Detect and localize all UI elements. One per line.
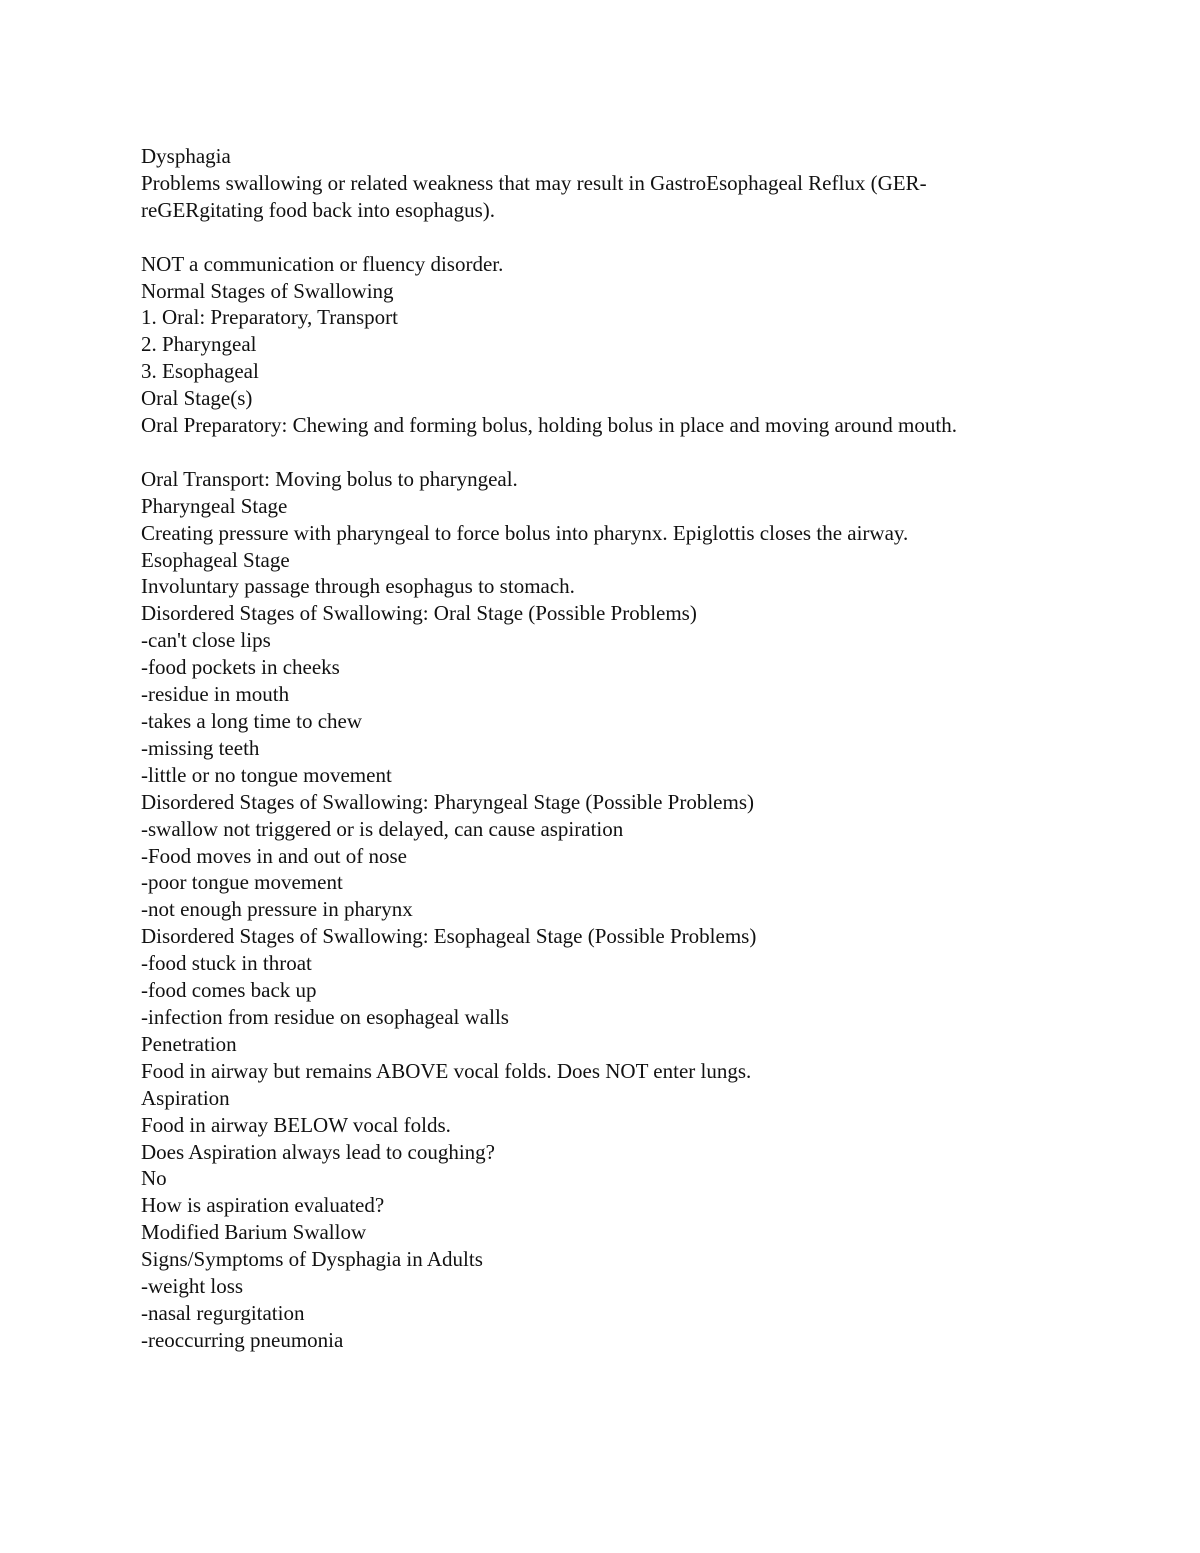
list-item: -food stuck in throat [141, 951, 312, 976]
answer-line: No [141, 1166, 167, 1191]
list-item: -poor tongue movement [141, 870, 343, 895]
list-item: -residue in mouth [141, 682, 290, 707]
section-heading: Disordered Stages of Swallowing: Oral Stage (Possible Problems) [141, 601, 697, 626]
question-line: Does Aspiration always lead to coughing? [141, 1139, 496, 1164]
list-item: -food pockets in cheeks [141, 655, 340, 680]
text-line: reGERgitating food back into esophagus). [141, 197, 496, 222]
section-heading: Aspiration [141, 1085, 230, 1110]
section-heading: Esophageal Stage [141, 547, 290, 572]
text-line: Involuntary passage through esophagus to stomach. [141, 574, 575, 599]
text-line: NOT a communication or fluency disorder. [141, 251, 504, 276]
section-heading: Penetration [141, 1031, 237, 1056]
list-item: -takes a long time to chew [141, 709, 363, 733]
text-line: Problems swallowing or related weakness that may result in GastroEsophageal Reflux (GER- [141, 170, 927, 195]
section-heading: Oral Stage(s) [141, 386, 253, 411]
document-title: Dysphagia [141, 144, 231, 168]
list-item: 1. Oral: Preparatory, Transport [141, 305, 399, 330]
list-item: -little or no tongue movement [141, 762, 392, 787]
list-item: -reoccurring pneumonia [141, 1327, 344, 1352]
list-item: 2. Pharyngeal [141, 332, 257, 357]
document-body [141, 143, 1081, 1354]
blank-line [141, 224, 1081, 251]
list-item: -weight loss [141, 1274, 244, 1299]
section-heading: Normal Stages of Swallowing [141, 278, 394, 303]
text-line: Food in airway BELOW vocal folds. [141, 1112, 451, 1137]
text-line: Creating pressure with pharyngeal to force bolus into pharynx. Epiglottis closes the airway. [141, 520, 909, 545]
question-line: How is aspiration evaluated? [141, 1193, 385, 1218]
list-item: 3. Esophageal [141, 359, 259, 384]
section-heading: Disordered Stages of Swallowing: Esophageal Stage (Possible Problems) [141, 924, 757, 949]
list-item: -swallow not triggered or is delayed, can cause aspiration [141, 816, 624, 841]
section-heading: Pharyngeal Stage [141, 493, 288, 518]
list-item: -food comes back up [141, 978, 317, 1003]
section-heading: Signs/Symptoms of Dysphagia in Adults [141, 1247, 483, 1272]
answer-line: Modified Barium Swallow [141, 1220, 367, 1245]
text-line: Oral Transport: Moving bolus to pharyngeal. [141, 466, 518, 491]
section-heading: Disordered Stages of Swallowing: Pharyngeal Stage (Possible Problems) [141, 789, 754, 814]
text-line: Oral Preparatory: Chewing and forming bolus, holding bolus in place and moving around mouth. [141, 413, 957, 438]
list-item: -Food moves in and out of nose [141, 843, 407, 868]
list-item: -infection from residue on esophageal walls [141, 1004, 509, 1029]
list-item: -not enough pressure in pharynx [141, 897, 413, 922]
list-item: -can't close lips [141, 628, 271, 653]
list-item: -nasal regurgitation [141, 1300, 305, 1325]
blank-line [141, 439, 1081, 466]
text-line: Food in airway but remains ABOVE vocal folds. Does NOT enter lungs. [141, 1058, 752, 1083]
list-item: -missing teeth [141, 735, 260, 760]
